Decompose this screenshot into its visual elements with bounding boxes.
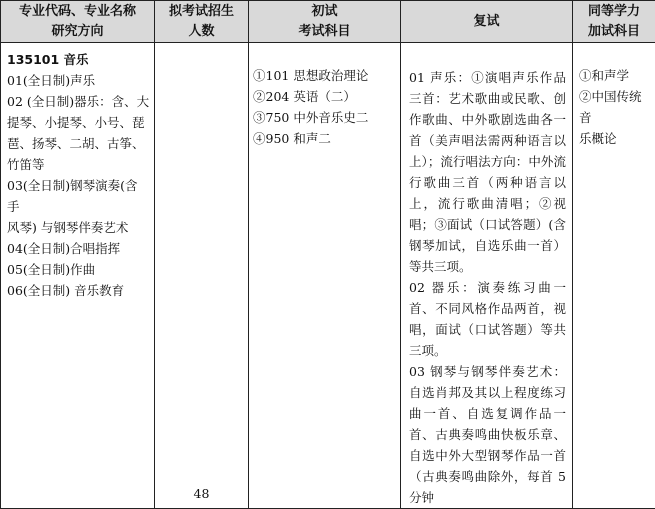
major-title: 135101 音乐	[7, 49, 150, 70]
header-enrollment: 拟考试招生 人数	[155, 1, 249, 43]
direction-line: 01(全日制)声乐	[7, 70, 150, 91]
extra-subject: ①和声学	[579, 65, 651, 86]
retest-paragraph: 02 器乐：演奏练习曲一首、不同风格作品两首，视唱，面试（口试答题）等共三项。	[409, 277, 566, 361]
table-row	[1, 43, 655, 509]
direction-line: 02 (全日制)器乐：含、大	[7, 91, 150, 112]
retest-paragraph: 01 声乐：①演唱声乐作品三首：艺术歌曲或民歌、创作歌曲、中外歌剧选曲各一首（美声唱法需两种语言以上）；流行唱法方向：中外流行歌曲三首（两种语言以上，流行歌曲清唱；②视唱；③面试（口试答题）(含钢琴加试，自选乐曲一首）等共三项。	[409, 67, 566, 277]
retest-paragraph: 03 钢琴与钢琴伴奏艺术：自选肖邦及其以上程度练习曲一首、自选复调作品一首、古典奏鸣曲快板乐章、自选中外大型钢琴作品一首（古典奏鸣曲除外，每首 5 分钟	[409, 361, 566, 508]
header-exam-subjects: 初试 考试科目	[249, 1, 401, 43]
exam-subject: ④950 和声二	[253, 128, 396, 149]
direction-line: 提琴、小提琴、小号、琵	[7, 112, 150, 133]
direction-line: 竹笛等	[7, 154, 150, 175]
extra-subject: ②中国传统音	[579, 86, 651, 128]
exam-subject: ③750 中外音乐史二	[253, 107, 396, 128]
retest-cell	[401, 43, 573, 509]
exam-subject: ①101 思想政治理论	[253, 65, 396, 86]
header-extra-subjects: 同等学力 加试科目	[573, 1, 655, 43]
direction-line: 04(全日制)合唱指挥	[7, 238, 150, 259]
major-cell	[1, 43, 155, 509]
header-row	[1, 1, 655, 43]
direction-line: 琶、扬琴、二胡、古筝、	[7, 133, 150, 154]
extra-subjects-cell	[573, 43, 655, 509]
header-major: 专业代码、专业名称 研究方向	[1, 1, 155, 43]
direction-line: 03(全日制)钢琴演奏(含手	[7, 175, 150, 217]
extra-subject: 乐概论	[579, 128, 651, 149]
exam-subjects-cell	[249, 43, 401, 509]
enrollment-count: 48	[155, 483, 248, 504]
enrollment-cell	[155, 43, 249, 509]
header-retest: 复试	[401, 1, 573, 43]
direction-line: 风琴) 与钢琴伴奏艺术	[7, 217, 150, 238]
exam-subject: ②204 英语（二）	[253, 86, 396, 107]
direction-line: 06(全日制) 音乐教育	[7, 280, 150, 301]
direction-line: 05(全日制)作曲	[7, 259, 150, 280]
